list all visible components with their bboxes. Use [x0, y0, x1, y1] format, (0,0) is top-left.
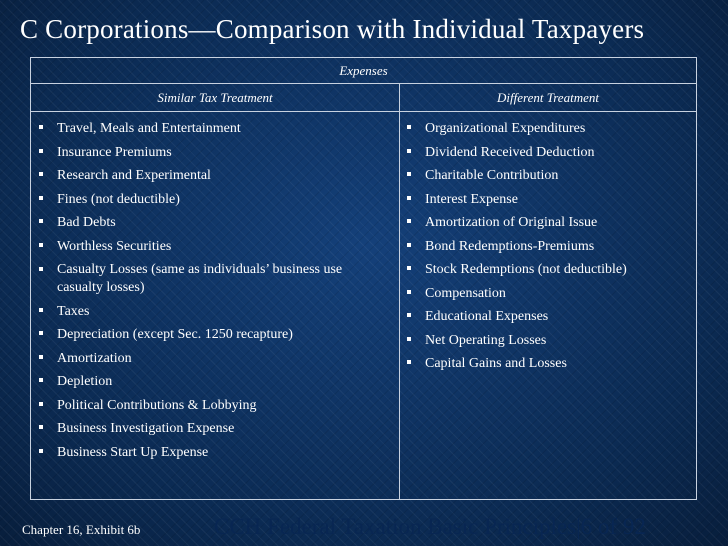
bullet-icon	[407, 125, 411, 129]
list-item	[405, 330, 693, 352]
bullet-icon	[39, 378, 43, 382]
bullet-icon	[39, 219, 43, 223]
bullet-icon	[39, 125, 43, 129]
list-item	[405, 259, 693, 281]
list-item	[37, 301, 389, 323]
bullet-icon	[39, 149, 43, 153]
list-item	[405, 165, 693, 187]
list-item-text: Stock Redemptions (not deductible)	[425, 262, 627, 277]
bullet-icon	[39, 425, 43, 429]
list-item	[37, 259, 389, 299]
list-item-text: Net Operating Losses	[425, 332, 547, 348]
similar-treatment-list	[37, 118, 389, 465]
list-item	[405, 353, 693, 375]
list-item-text: Political Contributions & Lobbying	[57, 397, 257, 413]
list-item	[37, 442, 389, 464]
list-item	[37, 371, 389, 393]
list-item-text: Depreciation (except Sec. 1250 recapture)	[57, 327, 293, 342]
bullet-icon	[407, 313, 411, 317]
list-item-text: Casualty Losses (same as individuals’ business use casualty losses)	[57, 262, 343, 295]
list-item-text: Organizational Expenditures	[425, 121, 586, 136]
list-item-text: Dividend Received Deduction	[425, 144, 595, 160]
list-item-text: Educational Expenses	[425, 309, 549, 324]
bullet-icon	[39, 308, 43, 312]
list-item	[405, 118, 693, 140]
list-item-text: Bond Redemptions-Premiums	[425, 238, 595, 254]
list-item-text: Research and Experimental	[57, 168, 211, 183]
bullet-icon	[407, 337, 411, 341]
list-item-text: Worthless Securities	[57, 238, 172, 254]
column-headers-row	[31, 84, 696, 112]
list-item-text: Compensation	[425, 285, 506, 301]
different-treatment-list	[405, 118, 693, 377]
list-item	[405, 236, 693, 258]
list-item	[37, 324, 389, 346]
list-item	[37, 395, 389, 417]
footer-chapter-label: Chapter 16, Exhibit 6b	[22, 522, 141, 537]
list-item	[37, 418, 389, 440]
list-item	[405, 306, 693, 328]
list-item	[405, 212, 693, 234]
column-divider	[399, 84, 400, 499]
bullet-icon	[407, 149, 411, 153]
comparison-table	[30, 57, 697, 500]
list-item-text: Taxes	[57, 303, 90, 319]
list-item-text: Fines (not deductible)	[57, 191, 180, 207]
column-header-different: Different Treatment	[497, 90, 599, 105]
bullet-icon	[39, 267, 43, 271]
list-item-text: Amortization	[57, 350, 132, 366]
bullet-icon	[407, 266, 411, 270]
list-item	[37, 212, 389, 234]
list-item	[405, 189, 693, 211]
bullet-icon	[407, 360, 411, 364]
list-item-text: Business Start Up Expense	[57, 444, 209, 460]
list-item-text: Amortization of Original Issue	[425, 215, 598, 230]
list-item-text: Interest Expense	[425, 191, 518, 207]
list-item-text: Capital Gains and Losses	[425, 356, 567, 371]
bullet-icon	[407, 219, 411, 223]
list-item	[37, 142, 389, 164]
bullet-icon	[39, 243, 43, 247]
list-item	[37, 189, 389, 211]
list-item	[37, 165, 389, 187]
list-item-text: Depletion	[57, 374, 113, 389]
bullet-icon	[407, 290, 411, 294]
footer-course-title: CCH Federal Taxation Basic Principles|6 of 92	[214, 514, 646, 539]
list-item-text: Charitable Contribution	[425, 168, 559, 183]
bullet-icon	[39, 355, 43, 359]
column-header-similar: Similar Tax Treatment	[157, 90, 273, 105]
list-item-text: Insurance Premiums	[57, 144, 172, 160]
list-item-text: Travel, Meals and Entertainment	[57, 121, 241, 136]
list-item	[37, 236, 389, 258]
table-header-expenses: Expenses	[31, 58, 696, 84]
slide-title: C Corporations—Comparison with Individual Taxpayers	[20, 14, 645, 44]
bullet-icon	[407, 243, 411, 247]
list-item-text: Bad Debts	[57, 215, 116, 230]
bullet-icon	[39, 449, 43, 453]
bullet-icon	[39, 402, 43, 406]
bullet-icon	[39, 172, 43, 176]
list-item	[405, 283, 693, 305]
bullet-icon	[407, 196, 411, 200]
bullet-icon	[407, 172, 411, 176]
list-item	[37, 118, 389, 140]
bullet-icon	[39, 331, 43, 335]
list-item	[37, 348, 389, 370]
list-item	[405, 142, 693, 164]
list-item-text: Business Investigation Expense	[57, 421, 235, 436]
bullet-icon	[39, 196, 43, 200]
